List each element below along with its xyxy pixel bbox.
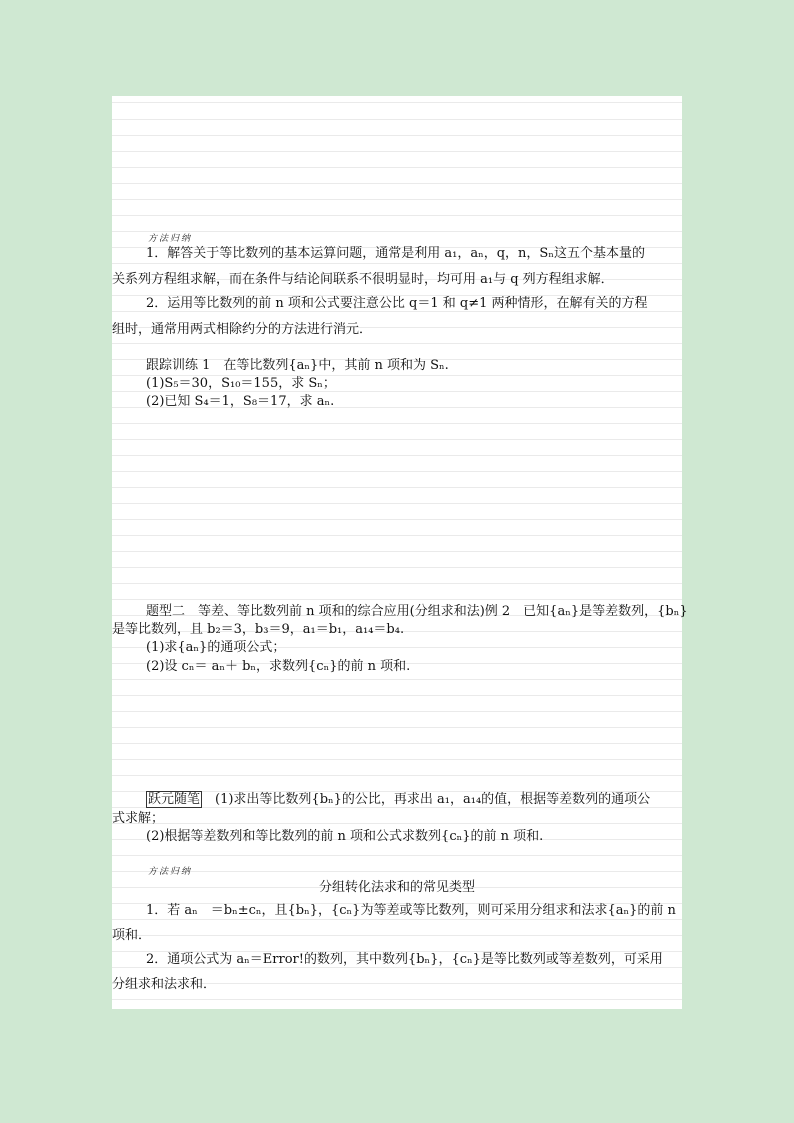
grouping-1-line-2: 项和．	[112, 928, 152, 943]
example-2-q2: (2)设 cₙ＝ aₙ＋ bₙ，求数列{cₙ}的前 n 项和.	[146, 659, 411, 674]
document-page	[112, 96, 688, 1009]
example-2-q1: (1)求{aₙ}的通项公式；	[146, 640, 286, 655]
hint-line-3: (2)根据等差数列和等比数列的前 n 项和公式求数列{cₙ}的前 n 项和.	[146, 829, 544, 844]
grouping-2-line-1: 2．通项公式为 aₙ＝Error!的数列，其中数列{bₙ}，{cₙ}是等比数列或等差数列，可采用	[146, 952, 663, 967]
hint-box-label: 跃元随笔	[148, 792, 201, 807]
hint-text-1: (1)求出等比数列{bₙ}的公比，再求出 a₁，a₁₄的值，根据等差数列的通项公	[202, 792, 651, 807]
method-2-line-2: 组时，通常用两式相除约分的方法进行消元．	[112, 322, 373, 337]
method-1-line-2: 关系列方程组求解，而在条件与结论间联系不很明显时，均可用 a₁与 q 列方程组求解．	[112, 272, 614, 287]
hint-line-1	[146, 792, 650, 808]
exercise-q1: (1)S₅＝30，S₁₀＝155，求 Sₙ；	[146, 376, 336, 391]
exercise-q2: (2)已知 S₄＝1，S₈＝17，求 aₙ.	[146, 394, 335, 409]
method-2-line-1: 2．运用等比数列的前 n 项和公式要注意公比 q＝1 和 q≠1 两种情形，在解有关的方程	[146, 296, 648, 311]
example-2-line-2: 是等比数列，且 b₂＝3，b₃＝9，a₁＝b₁，a₁₄＝b₄.	[112, 622, 405, 637]
grouping-2-line-2: 分组求和法求和．	[112, 977, 217, 992]
section-3-title: 分组转化法求和的常见类型	[318, 880, 475, 895]
exercise-intro: 跟踪训练 1 在等比数列{aₙ}中，其前 n 项和为 Sₙ.	[146, 358, 449, 373]
grouping-1-line-1: 1．若 aₙ ＝bₙ±cₙ，且{bₙ}，{cₙ}为等差或等比数列，则可采用分组求和法求{aₙ}的前 n	[146, 903, 676, 918]
method-1-line-1: 1．解答关于等比数列的基本运算问题，通常是利用 a₁，aₙ，q，n，Sₙ这五个基本量的	[146, 246, 645, 261]
example-2-line-1: 题型二 等差、等比数列前 n 项和的综合应用(分组求和法)例 2 已知{aₙ}是等差数列，{bₙ}	[146, 604, 688, 619]
hint-line-2: 式求解；	[112, 811, 165, 826]
method-summary-label-2: 方法归纳	[148, 867, 193, 877]
method-summary-label-1: 方法归纳	[148, 234, 193, 244]
